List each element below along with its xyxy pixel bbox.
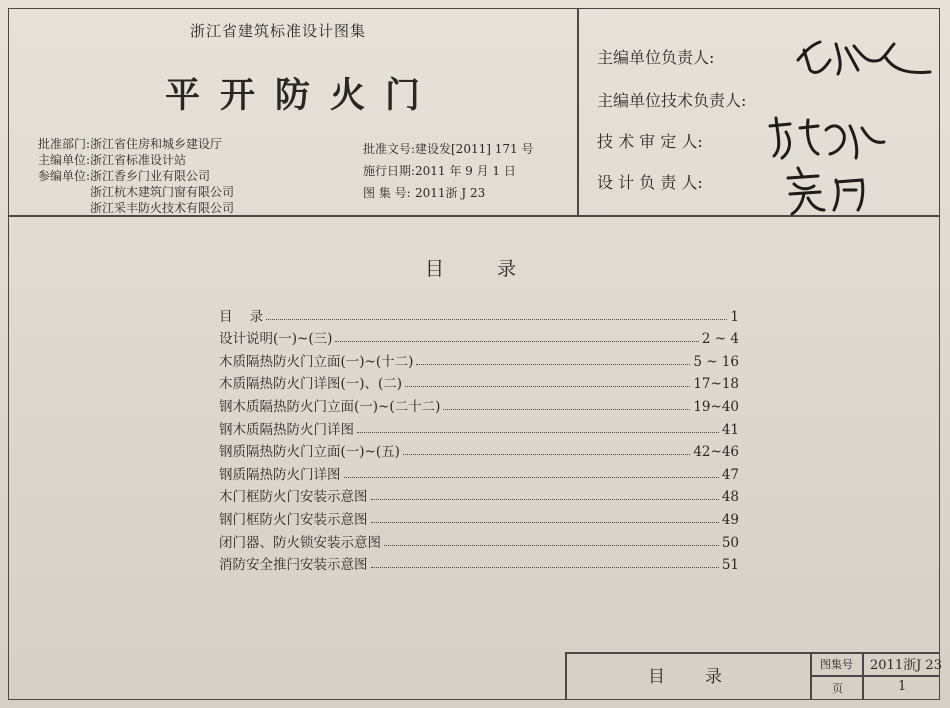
toc-item-title: 木质隔热防火门详图(一)、(二) xyxy=(219,376,403,393)
toc-leader-dots xyxy=(357,432,719,433)
toc-heading: 目 录 xyxy=(425,258,518,280)
reviewer-row xyxy=(597,129,703,152)
title-block-left xyxy=(565,652,567,700)
atlas-no: 2011浙 J 23 xyxy=(415,186,486,200)
toc-leader-dots xyxy=(266,319,727,320)
toc-item[interactable] xyxy=(219,392,739,415)
toc-item-page: 42~46 xyxy=(693,444,739,461)
toc-item-title: 目 录 xyxy=(219,308,264,325)
toc-item-title: 设计说明(一)~(三) xyxy=(219,331,333,348)
toc-item-title: 木门框防火门安装示意图 xyxy=(219,489,368,506)
chief-editor-row xyxy=(597,45,714,68)
toc-leader-dots xyxy=(371,567,719,568)
effective-date-label: 施行日期: xyxy=(363,164,416,178)
approval-no-label: 批准文号: xyxy=(363,142,416,156)
title-block-page-label: 页 xyxy=(832,682,843,695)
toc-item-page: 2 ~ 4 xyxy=(701,331,739,348)
title-block-page: 1 xyxy=(898,679,907,694)
toc-item[interactable] xyxy=(219,325,739,348)
toc-item[interactable] xyxy=(219,370,739,393)
participant-unit: 浙江采丰防火技术有限公司 xyxy=(90,201,235,215)
toc-item[interactable] xyxy=(219,347,739,370)
tech-chief-label: 主编单位技术负责人: xyxy=(597,91,747,110)
toc-item-page: 1 xyxy=(730,308,739,325)
toc-leader-dots xyxy=(371,522,719,523)
toc-item-page: 19~40 xyxy=(693,398,739,415)
toc-leader-dots xyxy=(371,499,719,500)
toc-item-title: 钢门框防火门安装示意图 xyxy=(219,511,368,528)
signature-design-lead xyxy=(778,160,878,216)
header-meta-right xyxy=(363,136,533,206)
toc-leader-dots xyxy=(384,545,719,546)
chief-editor-label: 主编单位负责人: xyxy=(597,48,715,67)
toc-leader-dots xyxy=(443,409,690,410)
participant-unit: 浙江香乡门业有限公司 xyxy=(90,169,211,183)
approval-no: 建设发[2011] 171 号 xyxy=(415,142,534,156)
toc-item-title: 钢质隔热防火门立面(一)~(五) xyxy=(219,444,400,461)
toc-item-page: 48 xyxy=(721,489,739,506)
title-block-atlas-no-label: 图集号 xyxy=(820,658,853,671)
toc-item-page: 49 xyxy=(721,511,739,528)
toc-item[interactable] xyxy=(219,415,739,438)
toc-item-title: 钢木质隔热防火门立面(一)~(二十二) xyxy=(219,398,441,415)
toc-item-title: 闭门器、防火锁安装示意图 xyxy=(219,534,381,551)
editor-unit: 浙江省标准设计站 xyxy=(90,153,187,167)
signature-chief-editor xyxy=(790,30,940,85)
toc-item[interactable] xyxy=(219,528,739,551)
approval-dept-label: 批准部门: xyxy=(38,137,91,151)
toc-item-page: 17~18 xyxy=(693,376,739,393)
toc-leader-dots xyxy=(416,364,690,365)
editor-unit-label: 主编单位: xyxy=(38,153,91,167)
participant-unit: 浙江杭木建筑门窗有限公司 xyxy=(90,185,235,199)
title-block-drawing-name: 目 录 xyxy=(648,667,722,687)
design-lead-row xyxy=(597,170,703,193)
toc-item-page: 5 ~ 16 xyxy=(693,353,739,370)
toc-list xyxy=(219,302,739,573)
toc-item-page: 50 xyxy=(721,534,739,551)
toc-item-page: 51 xyxy=(721,557,739,574)
toc-leader-dots xyxy=(403,454,690,455)
toc-leader-dots xyxy=(335,341,699,342)
effective-date: 2011 年 9 月 1 日 xyxy=(415,164,516,178)
toc-item-title: 钢木质隔热防火门详图 xyxy=(219,421,354,438)
toc-item[interactable] xyxy=(219,460,739,483)
toc-item[interactable] xyxy=(219,505,739,528)
reviewer-label: 技 术 审 定 人: xyxy=(597,132,703,151)
atlas-series-title: 浙江省建筑标准设计图集 xyxy=(190,22,367,40)
toc-item[interactable] xyxy=(219,302,739,325)
page-title: 平开防火门 xyxy=(165,75,441,116)
toc-leader-dots xyxy=(344,477,719,478)
toc-item-title: 消防安全推闩安装示意图 xyxy=(219,557,368,574)
toc-item-page: 41 xyxy=(721,421,739,438)
toc-item-page: 47 xyxy=(721,466,739,483)
toc-leader-dots xyxy=(405,386,690,387)
toc-item[interactable] xyxy=(219,551,739,574)
atlas-no-label: 图 集 号: xyxy=(363,186,411,200)
toc-item[interactable] xyxy=(219,438,739,461)
title-block-row-divider xyxy=(810,675,940,677)
participants-label: 参编单位: xyxy=(38,169,91,183)
header-vertical-divider xyxy=(577,8,579,216)
header-meta-left xyxy=(38,136,234,216)
toc-item[interactable] xyxy=(219,483,739,506)
approval-dept: 浙江省住房和城乡建设厅 xyxy=(90,137,223,151)
tech-chief-row xyxy=(597,88,746,111)
design-lead-label: 设 计 负 责 人: xyxy=(597,173,703,192)
title-block-atlas-no: 2011浙J 23 xyxy=(870,658,942,673)
toc-item-title: 木质隔热防火门立面(一)~(十二) xyxy=(219,353,414,370)
signature-reviewer xyxy=(760,108,890,163)
toc-item-title: 钢质隔热防火门详图 xyxy=(219,466,341,483)
